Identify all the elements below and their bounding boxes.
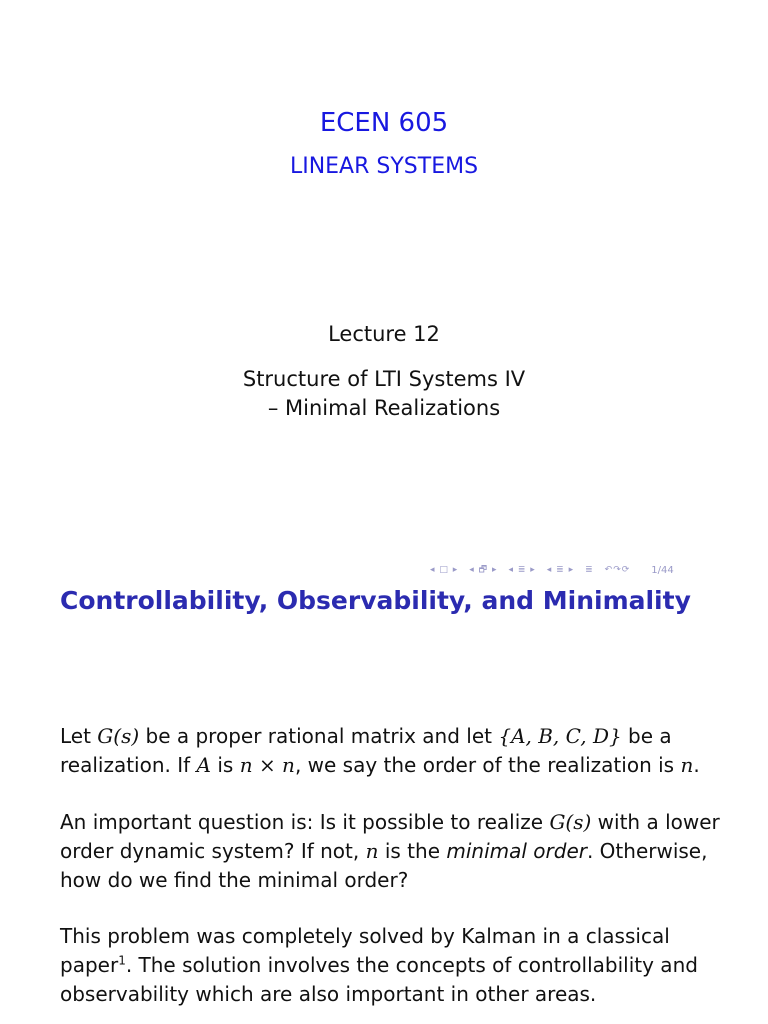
nav-frame-icon[interactable]: ◂ □ ▸ — [430, 565, 459, 575]
emphasis-minimal-order: minimal order — [446, 839, 587, 863]
text-run: . — [693, 753, 700, 777]
math-matrix-a: A — [196, 753, 211, 777]
text-run: This problem was completely solved by Kalman in a classical paper — [60, 924, 670, 977]
math-transfer-function: G(s) — [97, 724, 140, 748]
text-run: . The solution involves the concepts of controllability and observability which are also important in other areas. — [60, 953, 698, 1006]
lecture-title-line-2: – Minimal Realizations — [267, 396, 501, 420]
math-transfer-function: G(s) — [549, 810, 592, 834]
text-run: with a lower order dynamic system? If not, — [60, 810, 720, 863]
page-indicator: 1/44 — [651, 564, 674, 576]
lecture-title-line-1: Structure of LTI Systems IV — [242, 367, 526, 391]
paragraph-question — [60, 808, 720, 895]
text-run: be a realization. If — [60, 724, 672, 777]
footnote-marker: 1 — [118, 953, 126, 968]
math-order: n — [365, 839, 379, 863]
text-run: . Otherwise, how do we find the minimal order? — [60, 839, 708, 892]
text-run: Let — [60, 724, 98, 748]
math-dimension: n × n — [239, 753, 295, 777]
lecture-number: Lecture 12 — [328, 322, 440, 346]
course-title: ECEN 605 — [319, 108, 449, 138]
nav-search-back-forward-icon[interactable]: ↶↷⟳ — [604, 565, 631, 575]
nav-document-icon[interactable]: ◂ ≣ ▸ — [546, 565, 575, 575]
text-run: be a proper rational matrix and let — [139, 724, 499, 748]
content-slide — [0, 580, 768, 1024]
math-order: n — [680, 753, 694, 777]
math-realization-set: {A, B, C, D} — [498, 724, 622, 748]
nav-appendix-icon[interactable]: ≣ — [585, 565, 594, 575]
paragraph-realization — [60, 722, 720, 780]
lecture-title — [0, 365, 768, 423]
text-run: An important question is: Is it possible to realize — [60, 810, 550, 834]
beamer-navigation-bar — [430, 560, 674, 580]
frame-title: Controllability, Observability, and Minimality — [60, 586, 691, 615]
nav-section-icon[interactable]: ◂ ≣ ▸ — [508, 565, 536, 575]
nav-subsection-icon[interactable]: ◂ 🗗 ▸ — [469, 565, 498, 575]
paragraph-kalman — [60, 922, 720, 1009]
text-run: is the — [378, 839, 447, 863]
text-run: is — [211, 753, 240, 777]
text-run: , we say the order of the realization is — [294, 753, 681, 777]
course-subtitle: LINEAR SYSTEMS — [289, 154, 479, 179]
